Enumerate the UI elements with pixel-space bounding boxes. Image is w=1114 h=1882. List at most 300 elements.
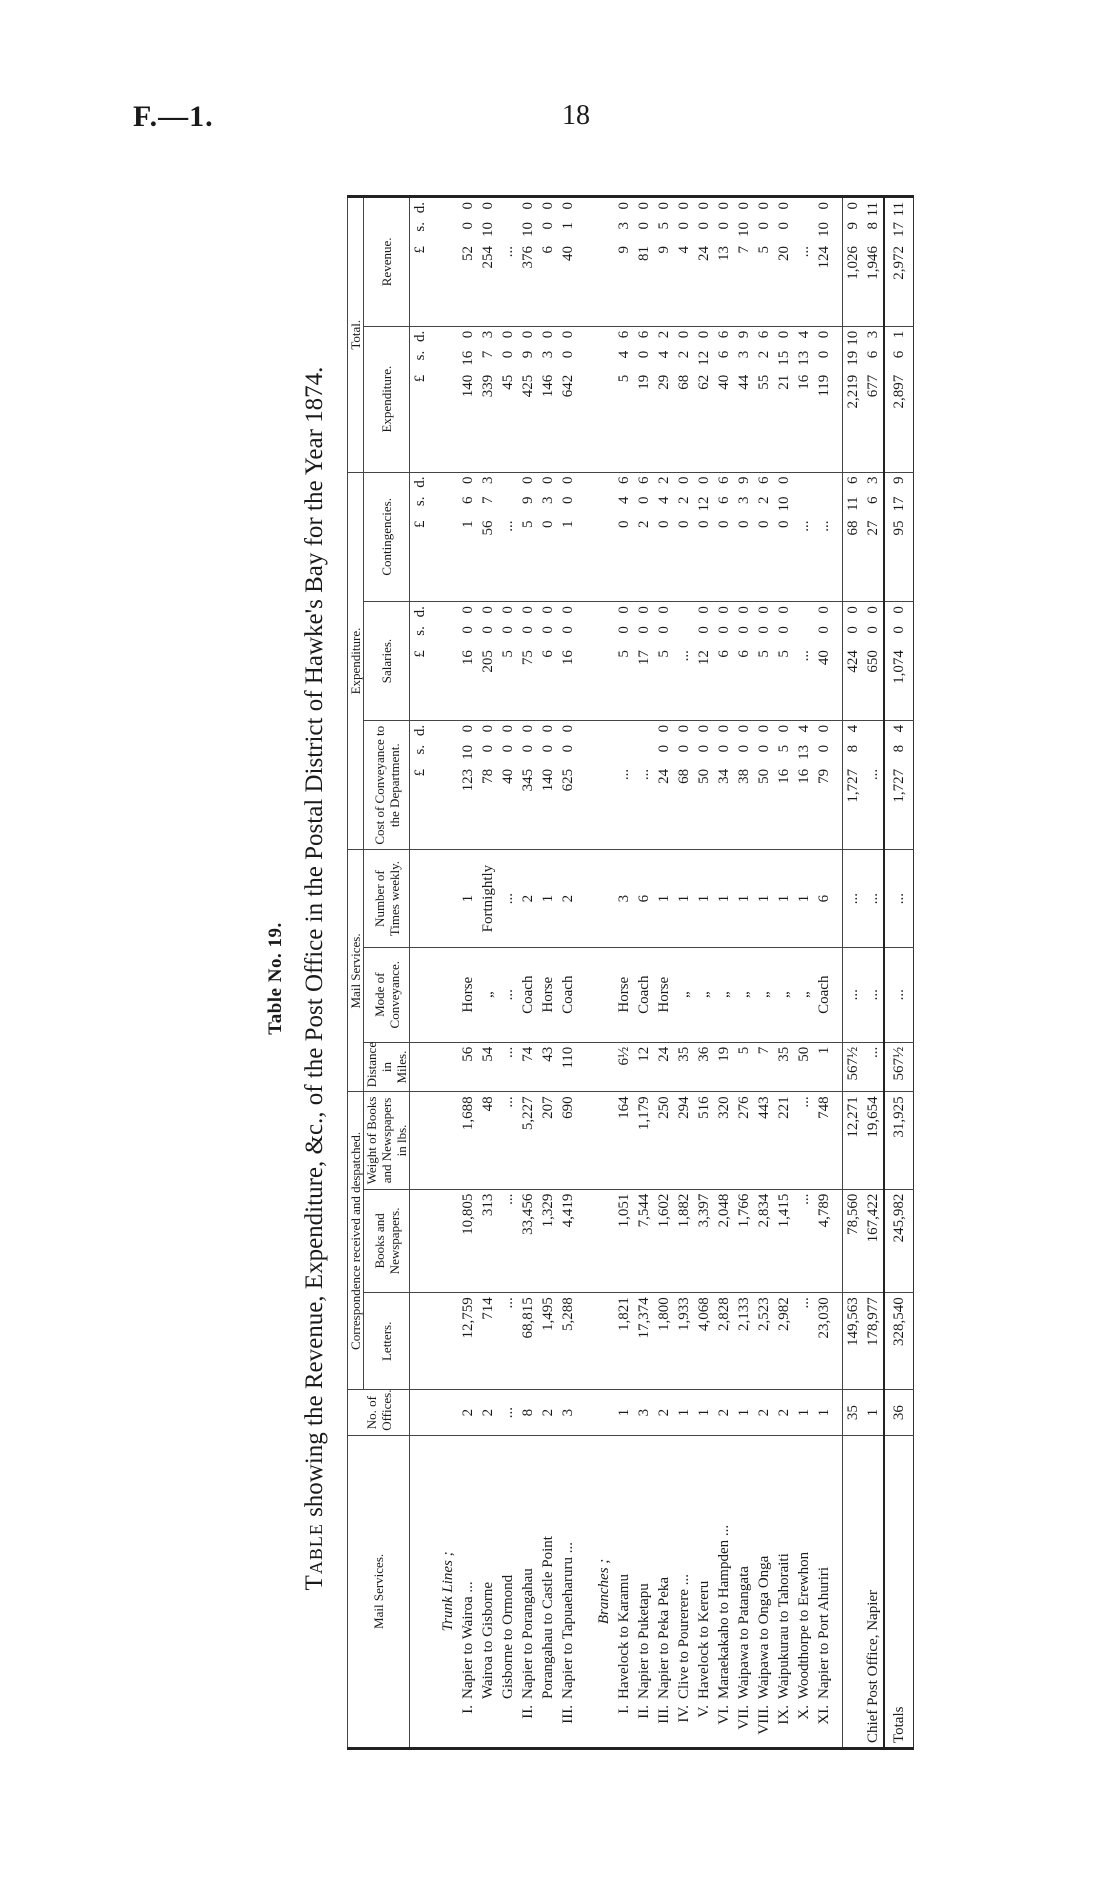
amount-shillings: 0 [540, 626, 556, 634]
amount-shillings: 13 [796, 744, 812, 760]
amount-pence: 0 [676, 330, 692, 339]
amount-shillings: 10 [736, 222, 752, 237]
amount-pence: 0 [776, 724, 792, 733]
amount-pence: 4 [796, 330, 812, 339]
amount-pence: 0 [676, 202, 692, 210]
expenditure-cell [884, 326, 914, 472]
times-cell: ... [843, 850, 864, 947]
revenue-cell-amount [714, 202, 734, 292]
amount-shillings: 12 [696, 496, 712, 512]
mode-cell: „ [794, 947, 814, 1042]
distance-cell: 24 [654, 1042, 674, 1092]
amount-shillings: 0 [480, 626, 496, 634]
cost-cell [558, 720, 578, 850]
distance-cell: 19 [714, 1042, 734, 1092]
revenue-cell [754, 197, 774, 327]
amount-pence: 0 [716, 202, 732, 210]
mode-cell: ... [863, 947, 884, 1042]
amount-pence: 0 [776, 202, 792, 210]
mode-cell: Coach [558, 947, 578, 1042]
cost-cell [694, 720, 714, 850]
service-name [794, 1435, 814, 1748]
revenue-cell-amount [863, 202, 883, 292]
contingencies-cell [774, 472, 794, 602]
spacer-row [578, 197, 586, 1749]
amount-shillings: 5 [776, 744, 792, 753]
empty-cell [430, 472, 458, 602]
service-name [694, 1435, 714, 1748]
distance-cell: 35 [674, 1042, 694, 1092]
distance-cell: 12 [634, 1042, 654, 1092]
empty-cell [430, 602, 458, 721]
salaries-cell-amount [518, 606, 538, 696]
amount-shillings: 1 [560, 222, 576, 230]
amount-pounds: 13 [716, 246, 732, 261]
empty-cell [578, 1042, 586, 1092]
cost-cell [498, 720, 518, 850]
salaries-cell [498, 602, 518, 721]
lsd-cost-amount [410, 725, 430, 815]
empty-cell [578, 1092, 586, 1189]
amount-shillings: 5 [656, 222, 672, 230]
amount-shillings: 0 [816, 744, 832, 753]
amount-pence: 0 [460, 724, 476, 733]
cost-cell-amount [843, 725, 863, 815]
amount-pence: 0 [500, 724, 516, 733]
table-row [714, 197, 734, 1749]
distance-cell: 5 [734, 1042, 754, 1092]
empty-cell [430, 1189, 458, 1293]
amount-pounds: 40 [816, 650, 832, 666]
amount-pence: 0 [696, 476, 712, 485]
empty-cell [410, 850, 431, 947]
times-cell: 6 [634, 850, 654, 947]
weight-cell: 516 [694, 1092, 714, 1189]
amount-shillings: 3 [736, 496, 752, 505]
amount-pence: 0 [776, 606, 792, 614]
cost-cell [518, 720, 538, 850]
amount-pence: 4 [845, 724, 861, 733]
mode-cell: „ [774, 947, 794, 1042]
empty-cell [586, 472, 614, 602]
amount-shillings: 7 [480, 496, 496, 505]
amount-pounds: 6 [540, 246, 556, 254]
books-cell: 33,456 [518, 1189, 538, 1293]
cost-cell-amount [754, 725, 774, 815]
amount-pounds: ... [636, 768, 652, 781]
group-mail-services: Mail Services. [348, 850, 364, 1092]
amount-pounds: 29 [656, 374, 672, 390]
service-label: Waipawa to Onga Onga [756, 1555, 772, 1699]
books-cell: 3,397 [694, 1189, 714, 1293]
salaries-cell [714, 602, 734, 721]
amount-shillings: 0 [736, 626, 752, 634]
revenue-cell-amount [814, 202, 834, 292]
amount-pounds: 16 [460, 650, 476, 666]
cost-cell [674, 720, 694, 850]
cost-cell [478, 720, 498, 850]
weight-cell: 294 [674, 1092, 694, 1189]
times-cell: ... [884, 850, 914, 947]
salaries-cell [754, 602, 774, 721]
table-number: Table No. 19. [265, 922, 286, 1035]
roman-numeral: II. [636, 1705, 652, 1719]
service-label: Napier to Wairoa ... [460, 1581, 476, 1699]
cost-cell [634, 720, 654, 850]
letters-cell: 1,821 [614, 1293, 634, 1390]
salaries-cell [814, 602, 834, 721]
roman-numeral: II. [520, 1705, 536, 1719]
revenue-cell [843, 197, 864, 327]
lsd-contingencies-amount [410, 477, 430, 567]
salaries-cell [538, 602, 558, 721]
amount-shillings: s. [412, 744, 428, 755]
service-label: Porangahau to Castle Point [540, 1536, 556, 1699]
amount-pence: 0 [676, 476, 692, 485]
amount-pence: 0 [460, 476, 476, 485]
expenditure-cell-amount [498, 331, 518, 421]
empty-cell [586, 1092, 614, 1189]
salaries-cell-amount [714, 606, 734, 696]
service-name [734, 1435, 754, 1748]
weight-cell: 320 [714, 1092, 734, 1189]
mode-cell: Horse [458, 947, 478, 1042]
empty-cell [834, 947, 843, 1042]
books-cell: 1,766 [734, 1189, 754, 1293]
offices-cell: 35 [843, 1390, 864, 1435]
amount-shillings: 0 [636, 222, 652, 230]
letters-cell: 178,977 [863, 1293, 884, 1390]
revenue-cell [774, 197, 794, 327]
empty-cell [834, 1042, 843, 1092]
service-label: Wairoa to Gisborne [480, 1581, 496, 1699]
books-cell: 313 [478, 1189, 498, 1293]
empty-cell [834, 1189, 843, 1293]
amount-pence: 9 [736, 330, 752, 339]
contingencies-cell-amount [614, 477, 634, 567]
letters-cell: 23,030 [814, 1293, 834, 1390]
amount-pounds: 119 [816, 374, 832, 397]
expenditure-cell [754, 326, 774, 472]
cost-cell-amount [714, 725, 734, 815]
books-cell: ... [498, 1189, 518, 1293]
offices-cell: 1 [614, 1390, 634, 1435]
amount-shillings: 3 [736, 350, 752, 359]
letters-cell: 2,828 [714, 1293, 734, 1390]
amount-shillings: s. [412, 496, 428, 507]
amount-shillings: 10 [776, 496, 792, 512]
amount-shillings: 19 [845, 350, 861, 366]
times-cell: 2 [558, 850, 578, 947]
table-row [478, 197, 498, 1749]
amount-pounds: 345 [520, 768, 536, 792]
offices-cell: 2 [714, 1390, 734, 1435]
amount-pounds: 2,972 [891, 246, 907, 280]
amount-shillings: 0 [776, 222, 792, 230]
amount-pence: 0 [736, 606, 752, 614]
amount-pence: 6 [616, 476, 632, 485]
empty-cell [430, 326, 458, 472]
amount-shillings: 3 [540, 350, 556, 359]
books-cell: 167,422 [863, 1189, 884, 1293]
empty-cell [834, 1390, 843, 1435]
expenditure-cell [843, 326, 864, 472]
table-row [458, 197, 478, 1749]
amount-pounds: 0 [756, 520, 772, 529]
contingencies-cell [754, 472, 774, 602]
expenditure-cell [794, 326, 814, 472]
amount-pounds: 339 [480, 374, 496, 398]
amount-pence: 4 [796, 724, 812, 733]
revenue-cell-amount [794, 202, 814, 292]
empty-cell [578, 850, 586, 947]
service-name [634, 1435, 654, 1748]
amount-pounds: 79 [816, 768, 832, 784]
lsd-expenditure-amount [410, 331, 430, 421]
empty-cell [586, 1189, 614, 1293]
section-branches-label: Branches ; [586, 1435, 614, 1748]
amount-shillings: 10 [520, 222, 536, 237]
empty-cell [586, 947, 614, 1042]
service-label: Havelock to Karamu [616, 1574, 632, 1699]
amount-shillings: s. [412, 350, 428, 361]
expenditure-cell-amount [478, 331, 498, 421]
mode-cell: Horse [654, 947, 674, 1042]
empty-cell [430, 850, 458, 947]
group-header-row [348, 197, 364, 1749]
amount-pence: 0 [560, 606, 576, 614]
roman-numeral: I. [460, 1705, 476, 1714]
salaries-cell [863, 602, 884, 721]
amount-shillings: 0 [696, 222, 712, 230]
amount-pounds: 95 [891, 520, 907, 536]
mode-cell: „ [674, 947, 694, 1042]
service-label: Gisborne to Ormond [500, 1574, 516, 1699]
times-cell: 1 [674, 850, 694, 947]
amount-shillings: s. [412, 626, 428, 636]
amount-pence: 0 [540, 476, 556, 485]
amount-pence: 6 [616, 330, 632, 339]
amount-shillings: 0 [865, 626, 881, 634]
expenditure-cell [518, 326, 538, 472]
cost-cell [843, 720, 864, 850]
amount-pounds: 1,727 [845, 768, 861, 803]
amount-pence: 2 [656, 476, 672, 485]
service-name [774, 1435, 794, 1748]
contingencies-cell [478, 472, 498, 602]
empty-cell [578, 1390, 586, 1435]
amount-pence: 0 [756, 202, 772, 210]
amount-pence: 0 [480, 606, 496, 614]
document-code: F.—1. [133, 100, 214, 133]
offices-cell: 8 [518, 1390, 538, 1435]
letters-cell: ... [498, 1293, 518, 1390]
roman-numeral: III. [560, 1705, 576, 1724]
empty-cell [430, 720, 458, 850]
contingencies-cell [674, 472, 694, 602]
weight-cell: 276 [734, 1092, 754, 1189]
service-name [478, 1435, 498, 1748]
amount-pence: 0 [500, 330, 516, 339]
books-cell: ... [794, 1189, 814, 1293]
revenue-cell [734, 197, 754, 327]
amount-shillings: 17 [891, 222, 907, 237]
service-label: Napier to Port Ahuriri [816, 1566, 832, 1699]
contingencies-cell-amount [714, 477, 734, 567]
expenditure-cell-amount [654, 331, 674, 421]
amount-shillings: 8 [891, 744, 907, 753]
empty-cell [578, 326, 586, 472]
weight-cell: 31,925 [884, 1092, 914, 1189]
amount-pounds: 1 [560, 520, 576, 529]
mode-cell: Coach [814, 947, 834, 1042]
amount-pounds: ... [796, 650, 812, 662]
amount-pounds: £ [412, 520, 428, 529]
roman-numeral: V. [696, 1705, 712, 1718]
letters-cell: 5,288 [558, 1293, 578, 1390]
cost-cell-amount [634, 725, 654, 815]
books-cell: 1,415 [774, 1189, 794, 1293]
revenue-cell-amount [538, 202, 558, 292]
contingencies-cell [498, 472, 518, 602]
amount-shillings: 0 [560, 496, 576, 505]
letters-cell: 714 [478, 1293, 498, 1390]
times-cell: 1 [734, 850, 754, 947]
amount-shillings: 0 [500, 744, 516, 753]
empty-cell [430, 1042, 458, 1092]
section-branches [586, 197, 614, 1749]
amount-pounds: 12 [696, 650, 712, 666]
amount-pence: 0 [540, 202, 556, 210]
amount-pounds: 5 [616, 374, 632, 383]
salaries-cell-amount [614, 606, 634, 696]
col-revenue: Revenue. [364, 197, 410, 327]
amount-shillings: 0 [736, 744, 752, 753]
expenditure-cell-amount [558, 331, 578, 421]
letters-cell: 2,982 [774, 1293, 794, 1390]
amount-pounds: ... [865, 768, 881, 781]
table-row [794, 197, 814, 1749]
amount-pounds: 254 [480, 246, 496, 269]
expenditure-cell-amount [754, 331, 774, 421]
group-correspondence: Correspondence received and despatched. [348, 1092, 364, 1390]
amount-pence: 0 [756, 606, 772, 614]
table-row [538, 197, 558, 1749]
amount-shillings: 0 [891, 626, 907, 634]
empty-cell [410, 1435, 431, 1748]
amount-pounds: 40 [560, 246, 576, 261]
amount-pounds: 1,074 [891, 650, 907, 684]
amount-pounds: ... [500, 520, 516, 532]
table-row [694, 197, 714, 1749]
amount-pounds: ... [796, 246, 812, 258]
salaries-cell-amount [558, 606, 578, 696]
revenue-cell [884, 197, 914, 327]
contingencies-cell [558, 472, 578, 602]
amount-pounds: 140 [540, 768, 556, 792]
amount-pounds: 0 [776, 520, 792, 529]
books-cell: 4,419 [558, 1189, 578, 1293]
revenue-cell-amount [478, 202, 498, 292]
amount-pence: 0 [460, 606, 476, 614]
amount-pounds: 81 [636, 246, 652, 261]
books-cell: 1,051 [614, 1189, 634, 1293]
offices-cell: 1 [814, 1390, 834, 1435]
amount-pence: 0 [656, 606, 672, 614]
revenue-cell [674, 197, 694, 327]
expenditure-cell-amount [734, 331, 754, 421]
times-cell: ... [498, 850, 518, 947]
offices-cell: 1 [674, 1390, 694, 1435]
amount-shillings: 0 [636, 626, 652, 634]
weight-cell: 12,271 [843, 1092, 864, 1189]
mode-cell: „ [694, 947, 714, 1042]
table-row [814, 197, 834, 1749]
expenditure-cell-amount [538, 331, 558, 421]
empty-cell [834, 197, 843, 327]
col-weight: Weight of Books and Newspapers in lbs. [364, 1092, 410, 1189]
table-title-rest: showing the Revenue, Expenditure, &c., of the Post Office in the Postal District of Hawke's Bay for the Year 1874. [301, 366, 328, 1517]
contingencies-cell [843, 472, 864, 602]
offices-cell: 2 [458, 1390, 478, 1435]
amount-pence: 6 [756, 476, 772, 485]
books-cell: 7,544 [634, 1189, 654, 1293]
service-name [518, 1435, 538, 1748]
col-service: Mail Services. [348, 1435, 410, 1748]
amount-pounds: 7 [736, 246, 752, 254]
distance-cell: 56 [458, 1042, 478, 1092]
distance-cell: 74 [518, 1042, 538, 1092]
times-cell: 1 [754, 850, 774, 947]
offices-cell: 2 [754, 1390, 774, 1435]
cost-cell-amount [774, 725, 794, 815]
letters-cell: 68,815 [518, 1293, 538, 1390]
offices-cell: 1 [734, 1390, 754, 1435]
amount-pounds: 44 [736, 374, 752, 390]
amount-pounds: 0 [696, 520, 712, 529]
cost-cell-amount [478, 725, 498, 815]
amount-pence: 2 [656, 330, 672, 339]
amount-pence: 0 [636, 202, 652, 210]
amount-pence: 3 [480, 476, 496, 485]
empty-cell [834, 720, 843, 850]
expenditure-cell [634, 326, 654, 472]
amount-pounds: 27 [865, 520, 881, 536]
amount-shillings: 7 [480, 350, 496, 359]
empty-cell [578, 602, 586, 721]
amount-pounds: 6 [540, 650, 556, 658]
amount-pence: 0 [480, 202, 496, 210]
amount-pounds: ... [796, 520, 812, 532]
cost-cell [754, 720, 774, 850]
col-expenditure: Expenditure. [364, 326, 410, 472]
empty-cell [834, 602, 843, 721]
amount-pence: 4 [891, 724, 907, 733]
amount-pounds: 677 [865, 374, 881, 398]
lsd-salaries-amount [410, 606, 430, 696]
amount-shillings: 17 [891, 496, 907, 512]
amount-pence: 0 [891, 606, 907, 614]
cost-cell [614, 720, 634, 850]
empty-cell [586, 1042, 614, 1092]
revenue-cell [634, 197, 654, 327]
amount-shillings: 4 [656, 350, 672, 359]
amount-pounds: 40 [500, 768, 516, 784]
expenditure-cell [614, 326, 634, 472]
amount-pounds: 424 [845, 650, 861, 673]
contingencies-cell [694, 472, 714, 602]
amount-pence: 0 [676, 724, 692, 733]
